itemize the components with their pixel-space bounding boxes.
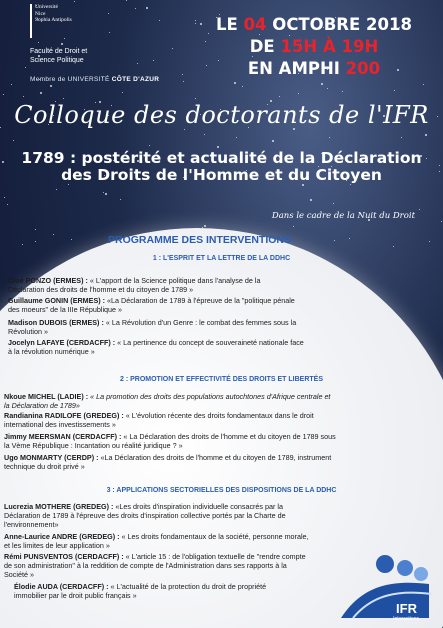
star [7, 204, 8, 205]
date-highlight: 04 [243, 15, 267, 34]
list-item [4, 532, 309, 550]
star [137, 63, 138, 64]
star [327, 88, 328, 89]
star [206, 65, 207, 66]
star [135, 8, 136, 9]
star [63, 98, 64, 99]
star [184, 129, 185, 130]
talk-title: « La Déclaration des droits de l'homme et du citoyen de 1789 sous [121, 432, 336, 441]
star [195, 20, 196, 21]
star [53, 234, 54, 235]
speaker: Rémi PUNSVENTOS (CERDACFF) : [4, 552, 124, 561]
star [349, 238, 350, 239]
colloque-title: Colloque des doctorants de l'IFR [14, 101, 429, 129]
uni-logo-line: Université [35, 4, 58, 10]
event-date-block [209, 14, 419, 80]
star [153, 60, 154, 61]
time-text: DE [249, 37, 281, 56]
star [61, 43, 63, 45]
time-line [209, 36, 419, 58]
star [441, 221, 442, 222]
time-highlight: 15H À 19H [280, 37, 379, 56]
talk-title: Déclaration des droits de l'homme et du citoyen de 1789 » [8, 285, 194, 294]
section-title: 1 : L'ESPRIT ET LA LETTRE DE LA DDHC [152, 255, 291, 262]
star [13, 140, 14, 141]
list-item [4, 453, 331, 471]
date-text: OCTOBRE 2018 [266, 15, 412, 34]
talk-title: de son administration" à la reddition de compte de l'Administration dans ses rapports à la [4, 561, 287, 570]
star [195, 23, 196, 24]
date-line [209, 14, 419, 36]
star [146, 7, 148, 9]
star [159, 20, 160, 21]
star [74, 1, 75, 2]
talk-title: «La Déclaration des droits de l'homme et du citoyen de 1789, instrument [98, 453, 332, 462]
talk-title: et les limites de leur application » [4, 541, 110, 550]
speaker: Ugo MONMARTY (CERDP) : [4, 453, 99, 462]
star [50, 85, 52, 87]
speaker: Élodie AUDA (CERDACFF) : [14, 582, 109, 591]
star [103, 192, 104, 193]
star [126, 0, 127, 1]
talk-title: « La Révolution d'un Genre : le combat des femmes sous la [103, 318, 297, 327]
speaker: Cloé PONZO (ERMES) : [8, 276, 88, 285]
list-item [8, 276, 260, 294]
star [4, 197, 5, 198]
star [109, 32, 110, 33]
room-highlight: 200 [345, 59, 381, 78]
star [429, 241, 430, 242]
star [35, 229, 36, 230]
main-title-line: 1789 : postérité et actualité de la Déclaration [21, 149, 422, 167]
star [3, 94, 4, 95]
star [401, 137, 402, 138]
member-bold: CÔTE D'AZUR [111, 76, 160, 83]
faculty-line: Science Politique [30, 57, 84, 64]
star [38, 42, 39, 43]
room-line [209, 58, 419, 80]
star [22, 244, 23, 245]
faculty-name [30, 47, 87, 65]
star [298, 93, 299, 94]
talk-title: Révolution » [8, 327, 48, 336]
star [334, 240, 335, 241]
talk-title: « L'actualité de la protection du droit de propriété [108, 582, 267, 591]
star [272, 140, 274, 142]
list-item [8, 318, 296, 336]
list-item [4, 502, 286, 529]
list-item [8, 338, 304, 356]
star [423, 84, 424, 85]
university-logo [30, 4, 82, 38]
star [321, 83, 323, 85]
star [40, 92, 42, 94]
star [120, 199, 121, 200]
star [217, 146, 219, 148]
speaker: Randianina RADILOFE (GREDEG) : [4, 411, 124, 420]
star [279, 96, 280, 97]
talk-title: « L'article 15 : de l'obligation textuelle de "rendre compte [123, 552, 306, 561]
talk-title: la Vème République : Incantation ou réalité juridique ? » [4, 441, 183, 450]
star [204, 225, 206, 227]
talk-title: à la révolution numérique » [8, 347, 95, 356]
star [342, 91, 343, 92]
ifr-logo-icon [333, 554, 437, 622]
speaker: Jimmy MEERSMAN (CERDACFF) : [4, 432, 122, 441]
star [350, 184, 351, 185]
talk-title: technique du droit privé » [4, 462, 85, 471]
talk-title: « Les droits fondamentaux de la société, personne morale, [119, 532, 309, 541]
star [172, 48, 173, 49]
list-item [8, 296, 295, 314]
list-item [4, 411, 314, 429]
talk-title: «Les droits d'inspiration individuelle consacrés par la [113, 502, 283, 511]
talk-title: «La Déclaration de 1789 à l'épreuve de la "politique pénale [105, 296, 295, 305]
star [419, 209, 420, 210]
star [64, 38, 65, 39]
speaker: Anne-Laurice ANDRE (GREDEG) : [4, 532, 120, 541]
star [105, 193, 107, 195]
talk-title: des moeurs" de la IIIe République » [8, 305, 123, 314]
star [394, 90, 395, 91]
talk-title: l'environnement» [4, 520, 59, 529]
star [205, 41, 206, 42]
star [200, 23, 202, 25]
star [333, 203, 334, 204]
speaker: Nkoue MICHEL (LADIE) : [4, 392, 89, 401]
list-item [4, 552, 306, 579]
star [310, 199, 312, 201]
star [182, 74, 183, 75]
section-title: 2 : PROMOTION ET EFFECTIVITÉ DES DROITS ET LIBERTÉS [119, 376, 323, 383]
talk-title: international des investissements » [4, 420, 116, 429]
speaker: Lucrezia MOTHERE (GREDEG) : [4, 502, 114, 511]
membership-line [30, 76, 159, 83]
talk-title: « La promotion des droits des populations autochtones d'Afrique centrale et [88, 392, 331, 401]
talk-title: « L'évolution récente des droits fondamentaux dans le droit [123, 411, 314, 420]
star [122, 92, 123, 93]
talk-title: la Déclaration de 1789» [4, 401, 80, 410]
star [56, 189, 57, 190]
star [425, 134, 427, 136]
star [183, 81, 184, 82]
star [35, 241, 36, 242]
star [236, 137, 237, 138]
talk-title: « La pertinence du concept de souveraineté nationale face [115, 338, 304, 347]
star [242, 86, 243, 87]
star [149, 145, 150, 146]
main-title [0, 150, 443, 184]
subtitle: Dans le cadre de la Nuit du Droit [271, 211, 415, 221]
star [293, 226, 294, 227]
list-item [4, 392, 330, 410]
star [204, 134, 205, 135]
star [25, 67, 26, 68]
member-prefix: Membre de UNIVERSITÉ [30, 76, 110, 83]
talk-title: « L'apport de la Science politique dans l'analyse de la [87, 276, 261, 285]
talk-title: Déclaration de 1789 à l'épreuve des droits d'inspiration collective portés par la Charte de [4, 511, 286, 520]
ifr-logo-subtext: Interactions [393, 616, 419, 622]
uni-logo-line: Nice [35, 10, 46, 17]
list-item [14, 582, 266, 600]
star [393, 246, 394, 247]
talk-title: Société » [4, 570, 34, 579]
speaker: Guillaume GONIN (ERMES) : [8, 296, 106, 305]
section-title: 3 : APPLICATIONS SECTORIELLES DES DISPOSITIONS DE LA DDHC [106, 487, 337, 494]
programme-title: PROGRAMME DES INTERVENTIONS [108, 234, 291, 246]
faculty-line: Faculté de Droit et [30, 48, 88, 55]
star [195, 98, 196, 99]
star [329, 137, 330, 138]
speaker: Madison DUBOIS (ERMES) : [8, 318, 104, 327]
uni-logo-line: Sophia Antipolis [35, 17, 72, 23]
ifr-logo-text: IFR [396, 601, 417, 616]
star [234, 82, 236, 84]
date-text: LE [216, 15, 244, 34]
talk-title: immobilier par le droit public français » [14, 591, 137, 600]
star [23, 96, 24, 97]
speaker: Jocelyn LAFAYE (CERDACFF) : [8, 338, 116, 347]
main-title-line: des Droits de l'Homme et du Citoyen [61, 166, 382, 184]
room-text: EN AMPHI [247, 59, 346, 78]
star [302, 184, 304, 186]
star [11, 84, 12, 85]
star [108, 13, 109, 14]
list-item [4, 432, 336, 450]
star [71, 239, 72, 240]
